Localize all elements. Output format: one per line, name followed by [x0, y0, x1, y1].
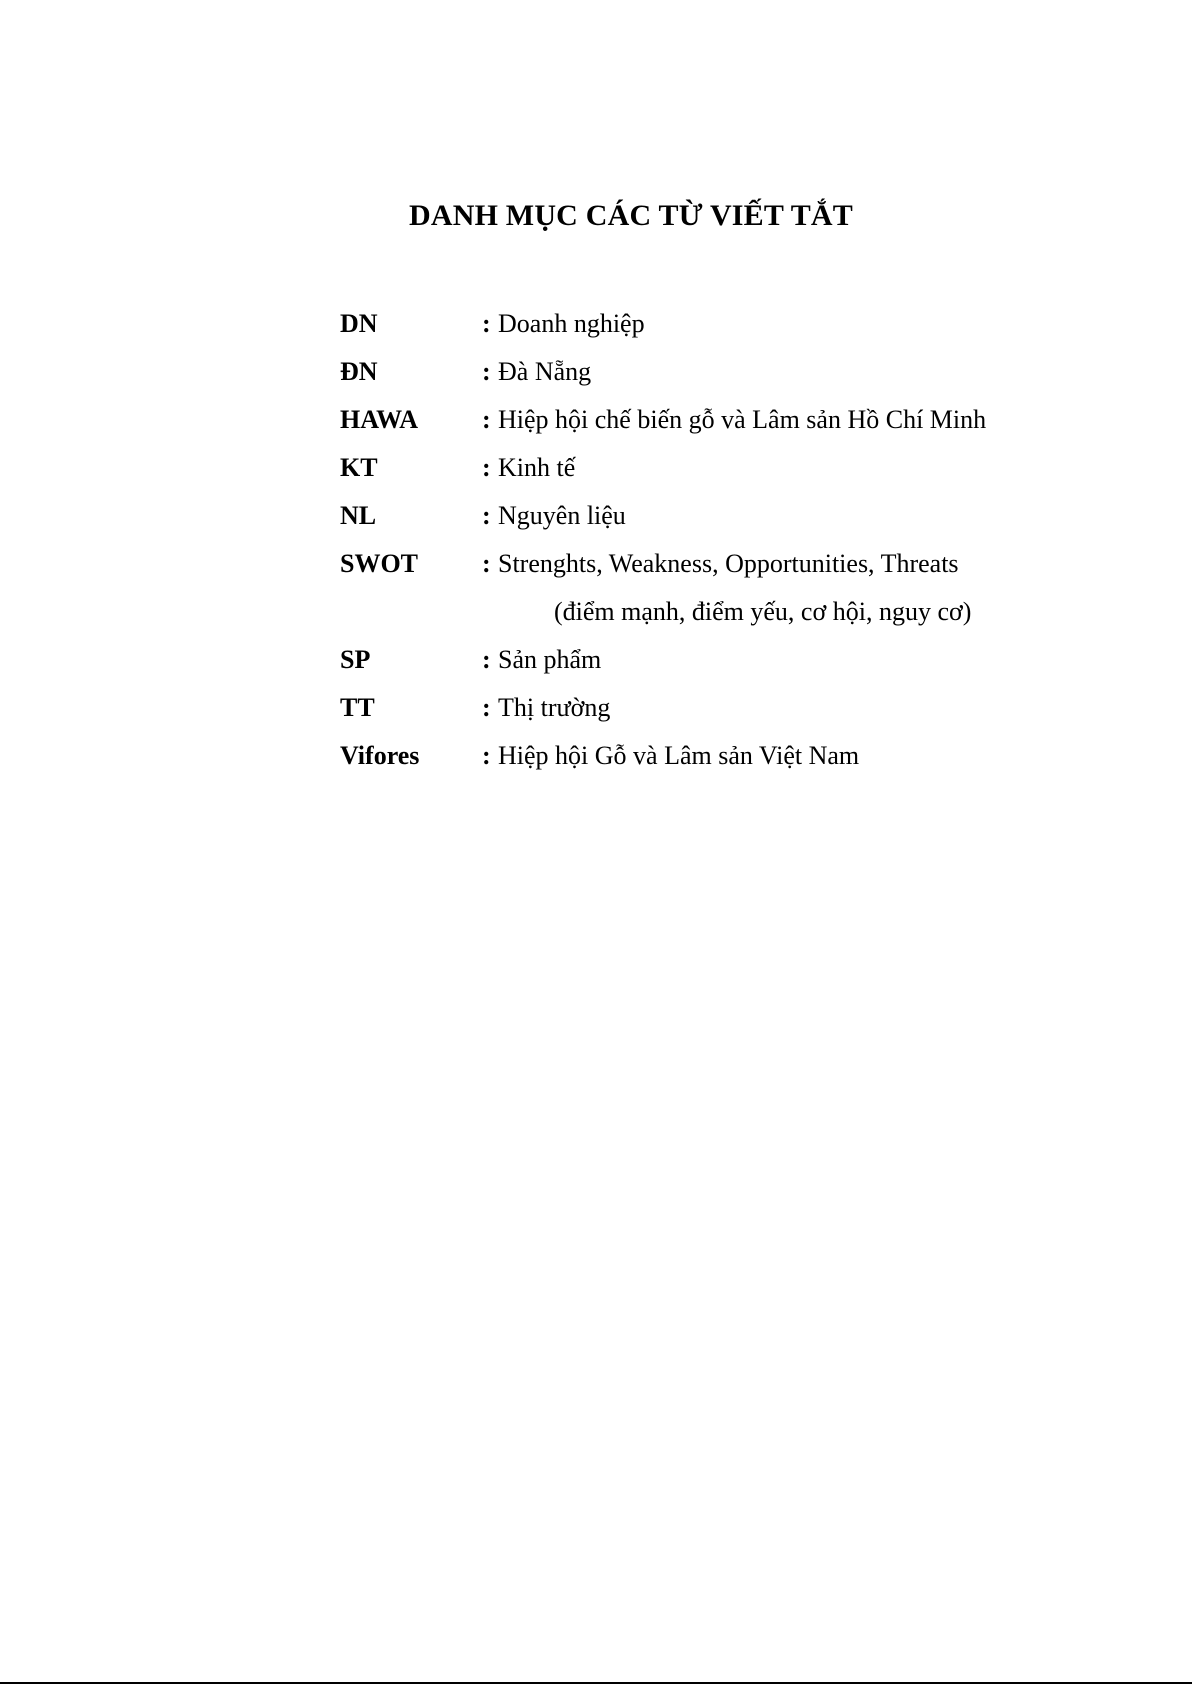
- page-title: DANH MỤC CÁC TỪ VIẾT TẮT: [408, 199, 854, 232]
- abbreviation-term: DN: [340, 309, 378, 338]
- abbreviation-list: [340, 300, 1120, 780]
- abbreviation-term: SP: [340, 645, 371, 674]
- abbreviation-row-vifores: [340, 732, 1120, 780]
- abbreviation-row-kt: [340, 444, 1120, 492]
- abbreviation-row-dn-danang: [340, 348, 1120, 396]
- abbreviation-definition: Hiệp hội chế biến gỗ và Lâm sản Hồ Chí Minh: [498, 405, 987, 434]
- abbreviation-term: SWOT: [340, 549, 419, 578]
- page-bottom-border: [0, 1682, 1192, 1684]
- abbreviation-definition: Sản phẩm: [498, 645, 602, 674]
- abbreviation-term: NL: [340, 501, 377, 530]
- abbreviation-definition: Đà Nẵng: [498, 357, 592, 386]
- abbreviation-term: KT: [340, 453, 378, 482]
- abbreviation-definition: Hiệp hội Gỗ và Lâm sản Việt Nam: [498, 741, 860, 770]
- abbreviation-term: TT: [340, 693, 375, 722]
- abbreviation-definition-continuation: (điểm mạnh, điểm yếu, cơ hội, nguy cơ): [554, 597, 972, 626]
- abbreviation-row-hawa: [340, 396, 1120, 444]
- abbreviation-row-sp: [340, 636, 1120, 684]
- abbreviation-definition: Kinh tế: [498, 453, 576, 482]
- abbreviation-separator: :: [482, 645, 491, 674]
- abbreviation-term: ĐN: [340, 357, 378, 386]
- abbreviation-separator: :: [482, 693, 491, 722]
- abbreviation-separator: :: [482, 501, 491, 530]
- abbreviation-separator: :: [482, 453, 491, 482]
- abbreviation-separator: :: [482, 357, 491, 386]
- abbreviation-row-swot: [340, 540, 1120, 588]
- abbreviation-separator: :: [482, 741, 491, 770]
- abbreviation-definition: Thị trường: [498, 693, 611, 722]
- abbreviation-term: HAWA: [340, 405, 419, 434]
- abbreviation-row-dn: [340, 300, 1120, 348]
- abbreviation-separator: :: [482, 549, 491, 578]
- abbreviation-definition: Doanh nghiệp: [498, 309, 645, 338]
- abbreviation-definition: Strenghts, Weakness, Opportunities, Threats: [498, 549, 959, 578]
- abbreviation-definition: Nguyên liệu: [498, 501, 626, 530]
- abbreviation-separator: :: [482, 405, 491, 434]
- abbreviation-row-tt: [340, 684, 1120, 732]
- abbreviation-separator: :: [482, 309, 491, 338]
- abbreviation-term: Vifores: [340, 741, 420, 770]
- abbreviation-row-nl: [340, 492, 1120, 540]
